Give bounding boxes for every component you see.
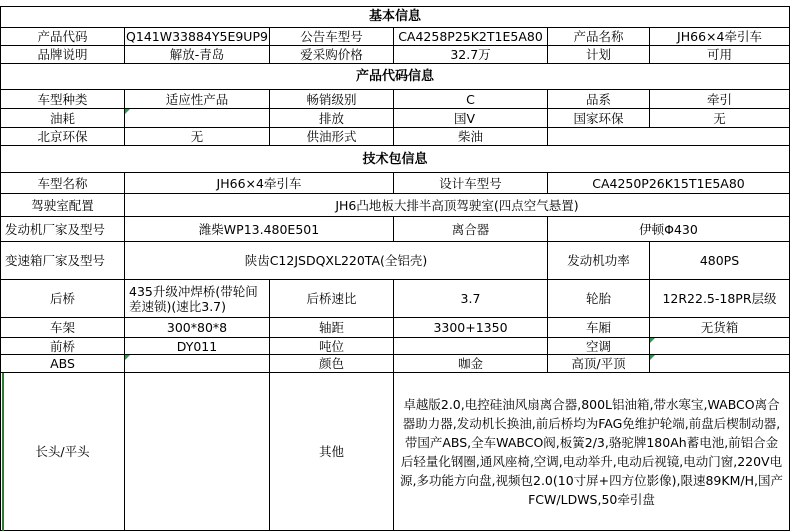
comment-marker-icon <box>650 338 655 343</box>
model-type-value[interactable]: 适应性产品 <box>125 90 270 109</box>
cab-label[interactable]: 驾驶室配置 <box>0 194 125 217</box>
front-axle-label[interactable]: 前桥 <box>0 338 125 355</box>
oil-supply-value[interactable]: 柴油 <box>394 128 548 146</box>
row-model-type <box>0 90 790 109</box>
fuel-value[interactable] <box>125 109 270 128</box>
series-label[interactable]: 品系 <box>548 90 650 109</box>
row-brand <box>0 46 790 64</box>
row-fuel <box>0 109 790 128</box>
oil-supply-label[interactable]: 供油形式 <box>270 128 394 146</box>
row-beijing-env <box>0 128 790 146</box>
head-label[interactable]: 长头/平头 <box>0 373 125 531</box>
row-rear-axle <box>0 280 790 318</box>
comment-marker-icon <box>650 355 655 360</box>
engine-label[interactable]: 发动机厂家及型号 <box>0 217 125 242</box>
product-name-label[interactable]: 产品名称 <box>548 28 650 46</box>
row-front-axle <box>0 338 790 355</box>
abs-value[interactable] <box>125 355 270 373</box>
color-value[interactable]: 咖金 <box>394 355 548 373</box>
frame-label[interactable]: 车架 <box>0 318 125 338</box>
model-name-value[interactable]: JH66×4牵引车 <box>125 173 394 194</box>
brand-label[interactable]: 品牌说明 <box>0 46 125 64</box>
brand-value[interactable]: 解放-青岛 <box>125 46 270 64</box>
row-product-code <box>0 28 790 46</box>
sales-level-value[interactable]: C <box>394 90 548 109</box>
comment-marker-icon <box>125 355 130 360</box>
rear-axle-value[interactable]: 435升级冲焊桥(带轮间差速锁)(速比3.7) <box>125 280 270 318</box>
announce-model-value[interactable]: CA4258P25K2T1E5A80 <box>394 28 548 46</box>
section-product-code <box>0 64 790 90</box>
section-title-basic[interactable]: 基本信息 <box>0 6 790 28</box>
rear-ratio-label[interactable]: 后桥速比 <box>270 280 394 318</box>
wheelbase-value[interactable]: 3300+1350 <box>394 318 548 338</box>
abs-label[interactable]: ABS <box>0 355 125 373</box>
model-name-label[interactable]: 车型名称 <box>0 173 125 194</box>
section-title-product-code[interactable]: 产品代码信息 <box>0 64 790 90</box>
clutch-value[interactable]: 伊顿Φ430 <box>548 217 790 242</box>
emission-value[interactable]: 国V <box>394 109 548 128</box>
beijing-env-label[interactable]: 北京环保 <box>0 128 125 146</box>
row-engine <box>0 217 790 242</box>
selection-border <box>2 373 4 531</box>
empty-cell[interactable] <box>548 128 790 146</box>
row-other <box>0 373 790 531</box>
power-label[interactable]: 发动机功率 <box>548 242 650 280</box>
tire-label[interactable]: 轮胎 <box>548 280 650 318</box>
front-axle-value[interactable]: DY011 <box>125 338 270 355</box>
purchase-price-label[interactable]: 爱采购价格 <box>270 46 394 64</box>
design-model-label[interactable]: 设计车型号 <box>394 173 548 194</box>
ac-value[interactable] <box>650 338 790 355</box>
plan-value[interactable]: 可用 <box>650 46 790 64</box>
row-gearbox <box>0 242 790 280</box>
emission-label[interactable]: 排放 <box>270 109 394 128</box>
clutch-label[interactable]: 离合器 <box>394 217 548 242</box>
comment-marker-icon <box>125 109 130 114</box>
product-name-value[interactable]: JH66×4牵引车 <box>650 28 790 46</box>
gearbox-value[interactable]: 陕齿C12JSDQXL220TA(全铝壳) <box>125 242 548 280</box>
rear-axle-label[interactable]: 后桥 <box>0 280 125 318</box>
other-label[interactable]: 其他 <box>270 373 394 531</box>
other-value[interactable]: 卓越版2.0,电控硅油风扇离合器,800L铝油箱,带水寒宝,WABCO离合器助力器,发动机长换油,前后桥均为FAG免维护轮端,前盘后楔制动器,带国产ABS,全车WABCO阀,板簧2/3,骆驼牌180Ah蓄电池,前铝合金后轻量化钢圈,通风座椅,空调,电动举升,电动后视镜,电动门窗,220V电源,多功能方向盘,视频包2.0(10寸屏+四方位影像),限速89KM/H,国产FCW/LDWS,50牵引盘 <box>394 373 790 531</box>
product-code-value[interactable]: Q141W33884Y5E9UP9 <box>125 28 270 46</box>
roof-label[interactable]: 高顶/平顶 <box>548 355 650 373</box>
section-basic <box>0 6 790 28</box>
purchase-price-value[interactable]: 32.7万 <box>394 46 548 64</box>
row-cab <box>0 194 790 217</box>
cab-value[interactable]: JH6凸地板大排半高顶驾驶室(四点空气悬置) <box>125 194 790 217</box>
frame-value[interactable]: 300*80*8 <box>125 318 270 338</box>
roof-value[interactable] <box>650 355 790 373</box>
beijing-env-value[interactable]: 无 <box>125 128 270 146</box>
gearbox-label[interactable]: 变速箱厂家及型号 <box>0 242 125 280</box>
ac-label[interactable]: 空调 <box>548 338 650 355</box>
plan-label[interactable]: 计划 <box>548 46 650 64</box>
section-title-tech[interactable]: 技术包信息 <box>0 146 790 173</box>
wheelbase-label[interactable]: 轴距 <box>270 318 394 338</box>
section-tech <box>0 146 790 173</box>
row-model-name <box>0 173 790 194</box>
color-label[interactable]: 颜色 <box>270 355 394 373</box>
announce-model-label[interactable]: 公告车型号 <box>270 28 394 46</box>
national-env-value[interactable]: 无 <box>650 109 790 128</box>
national-env-label[interactable]: 国家环保 <box>548 109 650 128</box>
row-frame <box>0 318 790 338</box>
tonnage-value[interactable] <box>394 338 548 355</box>
design-model-value[interactable]: CA4250P26K15T1E5A80 <box>548 173 790 194</box>
fuel-label[interactable]: 油耗 <box>0 109 125 128</box>
series-value[interactable]: 牵引 <box>650 90 790 109</box>
head-value[interactable] <box>125 373 270 531</box>
row-abs <box>0 355 790 373</box>
box-value[interactable]: 无货箱 <box>650 318 790 338</box>
sales-level-label[interactable]: 畅销级别 <box>270 90 394 109</box>
tire-value[interactable]: 12R22.5-18PR层级 <box>650 280 790 318</box>
tonnage-label[interactable]: 吨位 <box>270 338 394 355</box>
product-code-label[interactable]: 产品代码 <box>0 28 125 46</box>
box-label[interactable]: 车厢 <box>548 318 650 338</box>
model-type-label[interactable]: 车型种类 <box>0 90 125 109</box>
rear-ratio-value[interactable]: 3.7 <box>394 280 548 318</box>
engine-value[interactable]: 潍柴WP13.480E501 <box>125 217 394 242</box>
power-value[interactable]: 480PS <box>650 242 790 280</box>
